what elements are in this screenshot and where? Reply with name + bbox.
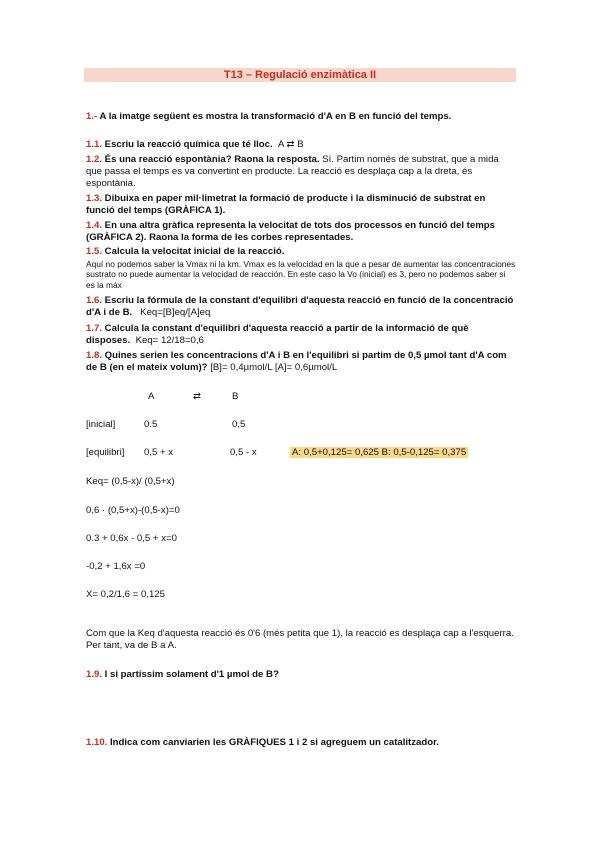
row-label: [equilibri] (86, 447, 125, 458)
question-number: 1.2. (86, 154, 103, 165)
column-b-label: B (232, 391, 239, 402)
question-number: 1.7. (86, 323, 103, 334)
answer-text: Keq= 12/18=0,6 (135, 335, 204, 347)
question-1-7 (86, 323, 516, 347)
calc-line: -0,2 + 1,6x =0 (86, 561, 146, 572)
cell-b: 0,5 (232, 419, 246, 430)
question-text: Escriu la fórmula de la constant d'equilibri d'aquesta reacció en funció de la concentració d'A i de B. (86, 295, 514, 319)
calc-line: 0.3 + 0,6x - 0,5 + x=0 (86, 533, 177, 544)
answer-1-5: Aquí no podemos saber la Vmax ni la km. Vmax es la velocidad en la que a pesar de aumentar las concentraciones sustrato no puede aumentar la velocidad de reacción. En este caso la Vo (inicial) es 3, pero no podemos saber si es la máx (86, 259, 516, 290)
question-text: Indica com canviarien les GRÀFIQUES 1 i 2 si agreguem un catalitzador. (107, 737, 439, 748)
answer-text: A ⇄ B (277, 139, 304, 150)
calc-line: X= 0,2/1,6 = 0,125 (86, 589, 165, 600)
question-number: 1.1. (86, 139, 103, 150)
table-row (86, 419, 526, 433)
question-1-4 (86, 220, 516, 244)
question-1-5 (86, 246, 516, 258)
question-number: 1.9. (86, 669, 103, 680)
question-1-6 (86, 295, 516, 319)
question-number: 1.6. (86, 295, 103, 306)
question-1-2 (86, 154, 516, 191)
question-number: 1.- (86, 111, 98, 122)
question-text: Escriu la reacció química que té lloc. (102, 139, 273, 150)
question-number: 1.8. (86, 350, 103, 361)
table-row (86, 447, 526, 461)
highlighted-result: A: 0,5+0,125= 0,625 B: 0,5-0,125= 0,375 (292, 447, 467, 458)
question-1-9 (86, 669, 516, 681)
answer-text: Keq=[B]eq/[A]eq (140, 307, 211, 319)
question-text: I si partíssim solament d'1 µmol de B? (102, 669, 279, 680)
question-text: En una altra gràfica representa la velocitat de tots dos processos en funció del temps (GRÀFICA 2). Raona la forma de les corbes representades. (86, 220, 495, 244)
question-1-1 (86, 139, 516, 151)
question-number: 1.4. (86, 220, 103, 231)
question-number: 1.3. (86, 193, 103, 204)
question-number: 1.10. (86, 737, 108, 748)
answer-text: [B]= 0,4µmol/L [A]= 0,6µmol/L (210, 362, 338, 374)
question-1-3 (86, 193, 516, 217)
question-text: Calcula la constant d'equilibri d'aquesta reacció a partir de la informació de què disposes. (86, 323, 469, 347)
calc-line: 0,6 · (0,5+x)-(0,5-x)=0 (86, 505, 180, 516)
question-1-8 (86, 350, 516, 374)
question-1-10 (86, 737, 516, 749)
table-header-row (86, 391, 526, 405)
column-a-label: A (148, 391, 155, 402)
cell-b: 0,5 - x (230, 447, 257, 458)
cell-a: 0.5 (144, 419, 158, 430)
question-number: 1.5. (86, 246, 103, 257)
question-text: Calcula la velocitat inicial de la reacció. (102, 246, 285, 257)
question-text: Dibuixa en paper mil·limetrat la formació de producte i la disminució de substrat en funció del temps (GRÀFICA 1). (86, 193, 486, 217)
page-title: T13 – Regulació enzimàtica II (84, 68, 516, 82)
question-1 (86, 111, 516, 123)
cell-a: 0,5 + x (144, 447, 174, 458)
answer-text: Sí. Partim només de substrat, que a mida que passa el temps es va convertint en producte. La reacció es desplaça cap a la dreta, és espontània. (86, 154, 499, 190)
question-text: A la imatge següent es mostra la transformació d'A en B en funció del temps. (97, 111, 452, 122)
equilibrium-arrow: ⇄ (193, 391, 202, 402)
row-label: [inicial] (86, 419, 116, 430)
question-text: Quines serien les concentracions d'A i B en l'equilibri si partim de 0,5 µmol tant d'A com de B (en el mateix volum)? (86, 350, 507, 374)
question-text: És una reacció espontània? Raona la resposta. (102, 154, 320, 165)
calc-line: Keq= (0,5-x)/ (0,5+x) (86, 476, 175, 487)
conclusion-text: Com que la Keq d'aquesta reacció és 0'6 (més petita que 1), la reacció es desplaça cap a l'esquerra. Per tant, va de B a A. (86, 628, 514, 652)
